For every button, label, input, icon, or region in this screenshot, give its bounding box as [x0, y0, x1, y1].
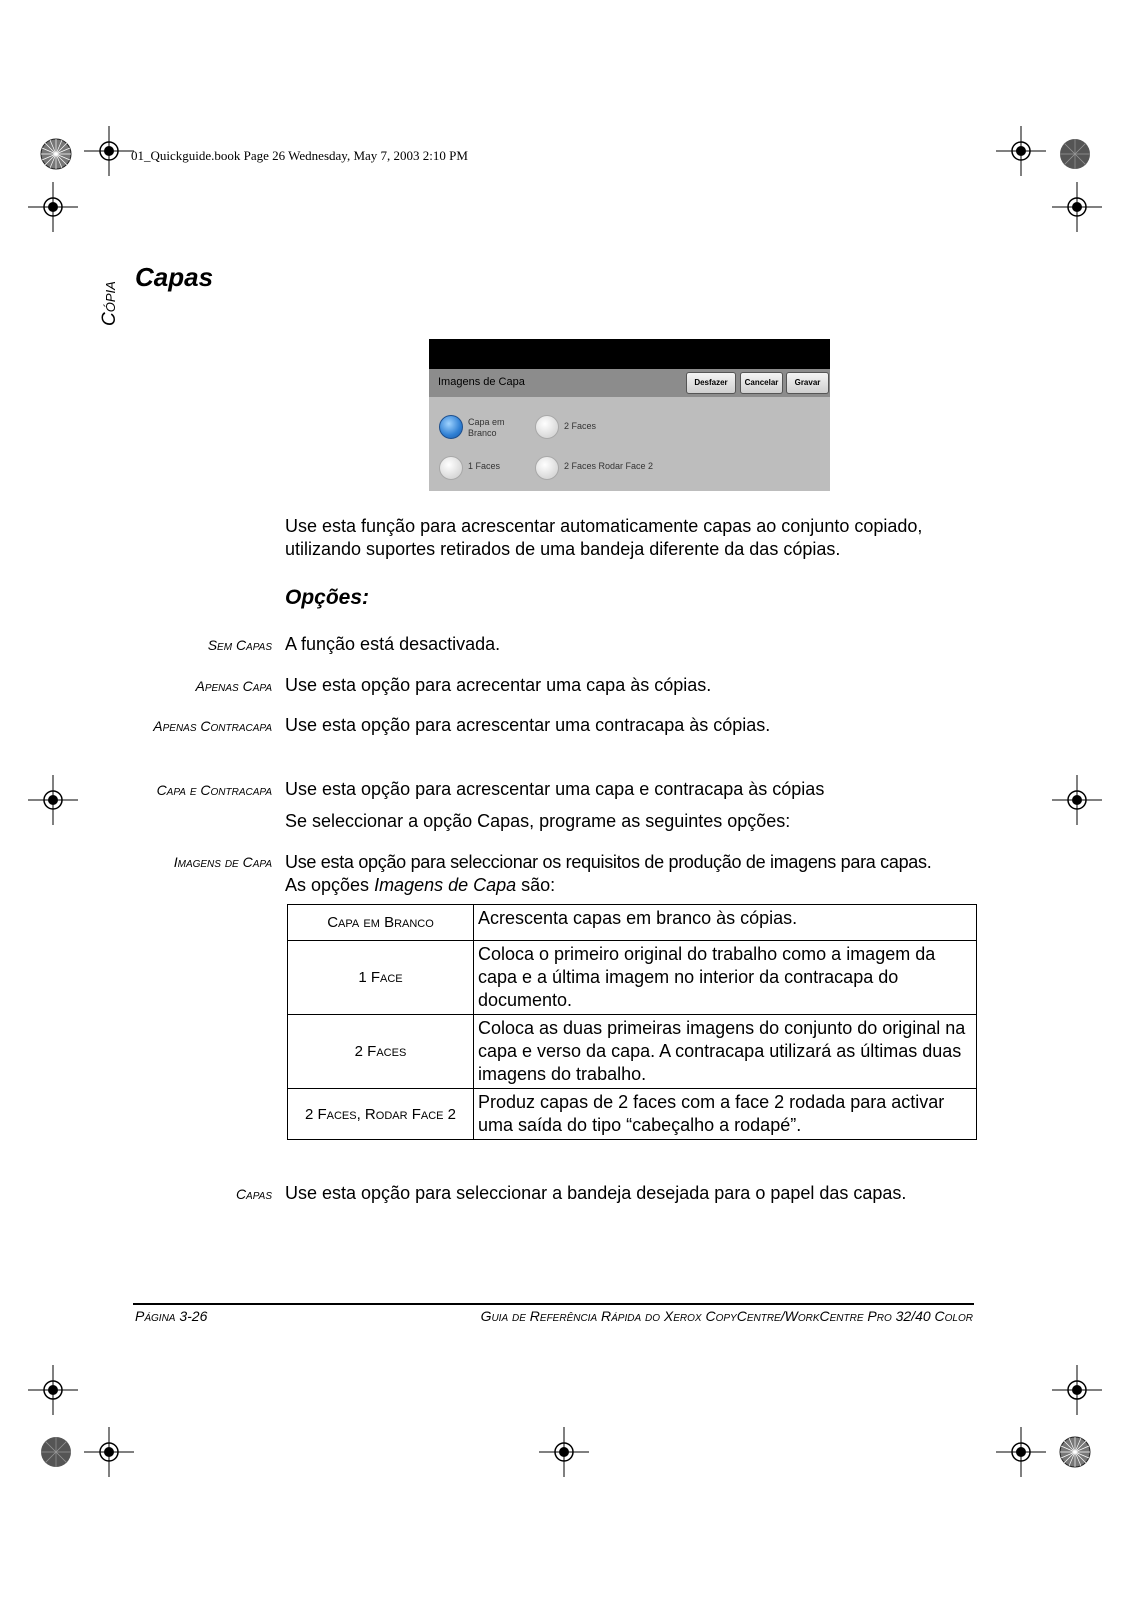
- page-number: Página 3-26: [135, 1308, 208, 1324]
- entry-label-apenas-contracapa: Apenas Contracapa: [153, 718, 272, 734]
- entry-text-capa-e-contracapa-note: Se seleccionar a opção Capas, programe as seguintes opções:: [285, 811, 791, 831]
- registration-mark-left-middle: [28, 775, 78, 825]
- options-heading: Opções:: [285, 586, 370, 609]
- table-row: [288, 905, 977, 941]
- entry-text-capa-e-contracapa: Use esta opção para acrescentar uma capa e contracapa às cópias: [285, 779, 825, 799]
- cancel-button[interactable]: Cancelar: [740, 372, 783, 394]
- section-side-tab: Cópia: [99, 281, 120, 326]
- entry-text-imagens-de-capa-note: [285, 874, 975, 897]
- radio-label-2-faces: 2 Faces: [564, 421, 597, 431]
- registration-mark-top-right: [996, 126, 1046, 176]
- undo-button[interactable]: Desfazer: [686, 372, 736, 394]
- entry-text-imagens-de-capa: Use esta opção para seleccionar os requisitos de produção de imagens para capas.: [285, 852, 932, 872]
- table-row: [288, 1089, 977, 1140]
- save-button[interactable]: Gravar: [786, 372, 829, 394]
- registration-mark-bottom-center: [539, 1427, 589, 1477]
- table-value-cell: Produz capas de 2 faces com a face 2 rodada para activar uma saída do tipo “cabeçalho a rodapé”.: [474, 1089, 977, 1140]
- screen-top-bar: [429, 339, 830, 369]
- entry-label-apenas-capa: Apenas Capa: [195, 678, 272, 694]
- table-row: [288, 1015, 977, 1089]
- intro-paragraph: Use esta função para acrescentar automaticamente capas ao conjunto copiado, utilizando suportes retirados de uma bandeja diferente da das cópias.: [285, 516, 923, 559]
- table-key-cell: 2 Faces: [288, 1015, 474, 1089]
- starburst-mark-bottom-right: [1059, 1436, 1091, 1468]
- registration-mark-bottom-left: [84, 1427, 134, 1477]
- registration-mark-right-lower: [1052, 1365, 1102, 1415]
- registration-mark-left-upper: [28, 182, 78, 232]
- guide-title-footer: Guia de Referência Rápida do Xerox CopyCentre/WorkCentre Pro 32/40 Color: [480, 1308, 973, 1324]
- radio-1-faces[interactable]: [439, 456, 463, 480]
- registration-mark-right-upper: [1052, 182, 1102, 232]
- registration-mark-right-middle: [1052, 775, 1102, 825]
- entry-text-capas: Use esta opção para seleccionar a bandeja desejada para o papel das capas.: [285, 1183, 907, 1203]
- table-row: [288, 941, 977, 1015]
- table-value-cell: Acrescenta capas em branco às cópias.: [474, 905, 977, 941]
- table-key-cell: 2 Faces, Rodar Face 2: [288, 1089, 474, 1140]
- entry-text-apenas-contracapa: Use esta opção para acrescentar uma contracapa às cópias.: [285, 715, 771, 735]
- entry-label-capa-e-contracapa: Capa e Contracapa: [156, 782, 272, 798]
- entry-label-sem-capas: Sem Capas: [207, 637, 272, 653]
- entry-label-imagens-de-capa: Imagens de Capa: [173, 854, 272, 870]
- radio-2-faces-rodar-face-2[interactable]: [535, 456, 559, 480]
- radio-label-1-faces: 1 Faces: [468, 461, 501, 471]
- footer-rule: [133, 1303, 974, 1305]
- note-suffix: são:: [516, 875, 556, 895]
- screen-title: Imagens de Capa: [438, 376, 525, 388]
- table-value-cell: Coloca o primeiro original do trabalho como a imagem da capa e a última imagem no interior da contracapa do documento.: [474, 941, 977, 1015]
- table-key-cell: 1 Face: [288, 941, 474, 1015]
- entry-label-capas: Capas: [235, 1186, 272, 1202]
- cover-images-options-table: [287, 904, 977, 1140]
- cover-images-screen: [429, 339, 830, 491]
- entry-text-apenas-capa: Use esta opção para acrecentar uma capa às cópias.: [285, 675, 712, 695]
- radio-label-capa-em-branco: Capa em Branco: [468, 417, 505, 438]
- registration-mark-bottom-right: [996, 1427, 1046, 1477]
- book-info-header: 01_Quickguide.book Page 26 Wednesday, May 7, 2003 2:10 PM: [131, 148, 468, 163]
- radio-label-2-faces-rodar-face-2: 2 Faces Rodar Face 2: [564, 461, 654, 471]
- note-prefix: As opções: [285, 875, 375, 895]
- entry-text-sem-capas: A função está desactivada.: [285, 634, 501, 654]
- registration-mark-left-lower: [28, 1365, 78, 1415]
- note-italic-term: Imagens de Capa: [374, 875, 517, 895]
- radio-2-faces[interactable]: [535, 415, 559, 439]
- starburst-mark-top-right: [1059, 138, 1091, 170]
- starburst-mark-bottom-left: [40, 1436, 72, 1468]
- radio-capa-em-branco[interactable]: [439, 415, 463, 439]
- table-key-cell: Capa em Branco: [288, 905, 474, 941]
- starburst-mark-top-left: [40, 138, 72, 170]
- registration-mark-top-left: [84, 126, 134, 176]
- page-title: Capas: [135, 262, 214, 292]
- table-value-cell: Coloca as duas primeiras imagens do conjunto do original na capa e verso da capa. A contracapa utilizará as últimas duas imagens do trabalho.: [474, 1015, 977, 1089]
